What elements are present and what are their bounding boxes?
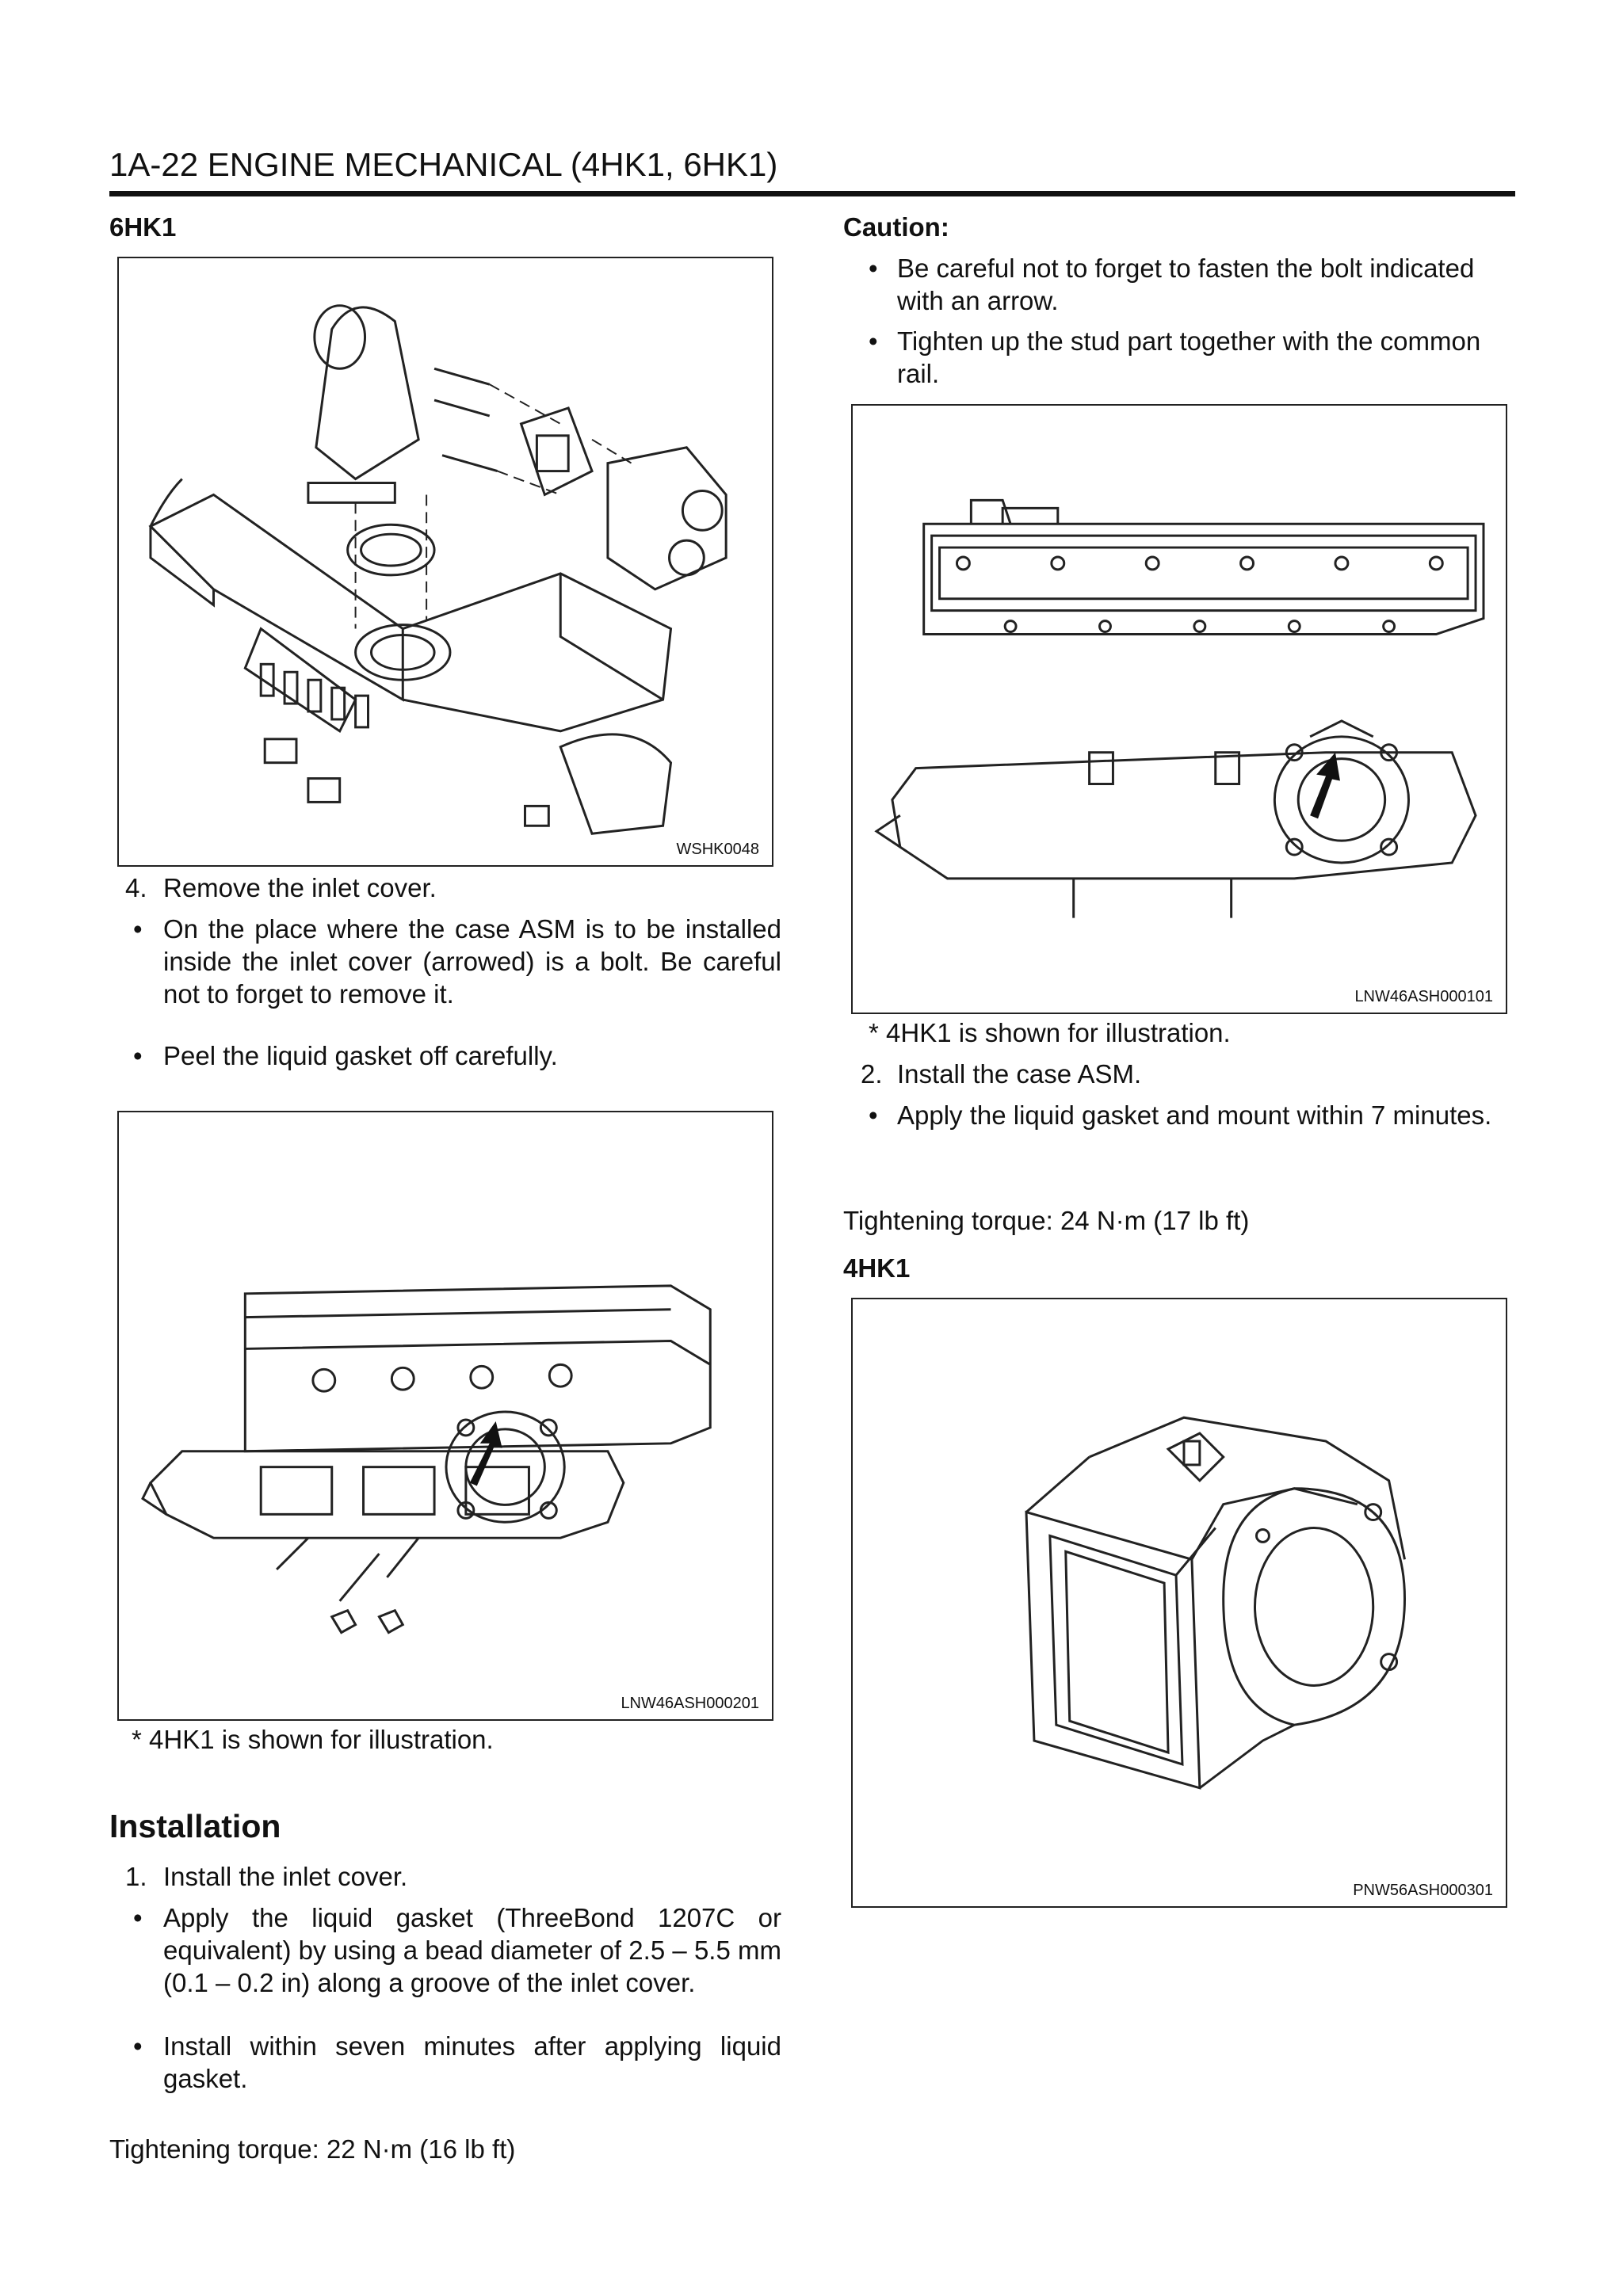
caution-bullet-2: Tighten up the stud part together with the common rail.: [897, 326, 1481, 388]
caution-bullet-1: Be careful not to forget to fasten the bolt indicated with an arrow.: [897, 254, 1475, 315]
figure-2-drawing: [119, 1112, 772, 1719]
torque-spec-left: Tightening torque: 22 N·m (16 lb ft): [109, 2134, 516, 2164]
step-1-bullet-2: Install within seven minutes after applying liquid gasket.: [163, 2031, 781, 2093]
step-4-text: Remove the inlet cover.: [163, 873, 437, 902]
figure-1-code: WSHK0048: [676, 841, 759, 858]
figure-exploded-inlet-cover: [117, 257, 773, 867]
caution-heading: Caution:: [843, 212, 949, 242]
figure-3-code: LNW46ASH000101: [1354, 988, 1493, 1005]
page-title: 1A-22 ENGINE MECHANICAL (4HK1, 6HK1): [109, 146, 778, 183]
figure-3-note: * 4HK1 is shown for illustration.: [869, 1018, 1231, 1047]
step-1-number: 1.: [125, 1862, 147, 1891]
bullet-marker: •: [133, 1903, 143, 1932]
figure-4-code: PNW56ASH000301: [1353, 1882, 1493, 1899]
figure-case-asm-4hk1: [851, 1298, 1507, 1908]
bullet-marker: •: [133, 914, 143, 944]
bullet-marker: •: [869, 254, 878, 283]
label-4hk1: 4HK1: [843, 1253, 911, 1283]
figure-1-drawing: [119, 258, 772, 865]
step-1-bullet-1: Apply the liquid gasket (ThreeBond 1207C or equivalent) by using a bead diameter of 2.5 – 5.5 mm (0.1 – 0.2 in) along a groove of the inlet cover.: [163, 1903, 781, 1997]
figure-3-drawing: [853, 406, 1506, 1013]
label-6hk1: 6HK1: [109, 212, 177, 242]
figure-4-drawing: [853, 1299, 1506, 1906]
step-4-bullet-1: On the place where the case ASM is to be installed inside the inlet cover (arrowed) is a bolt. Be careful not to forget to remove it.: [163, 914, 781, 1009]
step-2-number: 2.: [861, 1059, 883, 1089]
step-2-bullet-1: Apply the liquid gasket and mount within 7 minutes.: [897, 1100, 1492, 1130]
bullet-marker: •: [869, 326, 878, 356]
step-2-text: Install the case ASM.: [897, 1059, 1142, 1089]
figure-2-code: LNW46ASH000201: [621, 1695, 759, 1712]
figure-case-asm-arrowed: [851, 404, 1507, 1014]
figure-2-note: * 4HK1 is shown for illustration.: [132, 1725, 494, 1754]
step-4-number: 4.: [125, 873, 147, 902]
step-1-text: Install the inlet cover.: [163, 1862, 408, 1891]
step-4-bullet-2: Peel the liquid gasket off carefully.: [163, 1041, 558, 1070]
torque-spec-right: Tightening torque: 24 N·m (17 lb ft): [843, 1206, 1250, 1235]
bullet-marker: •: [133, 2031, 143, 2061]
bullet-marker: •: [869, 1100, 878, 1130]
installation-heading: Installation: [109, 1808, 281, 1844]
title-rule: [109, 191, 1515, 196]
bullet-marker: •: [133, 1041, 143, 1070]
figure-inlet-cover-arrowed: [117, 1111, 773, 1721]
